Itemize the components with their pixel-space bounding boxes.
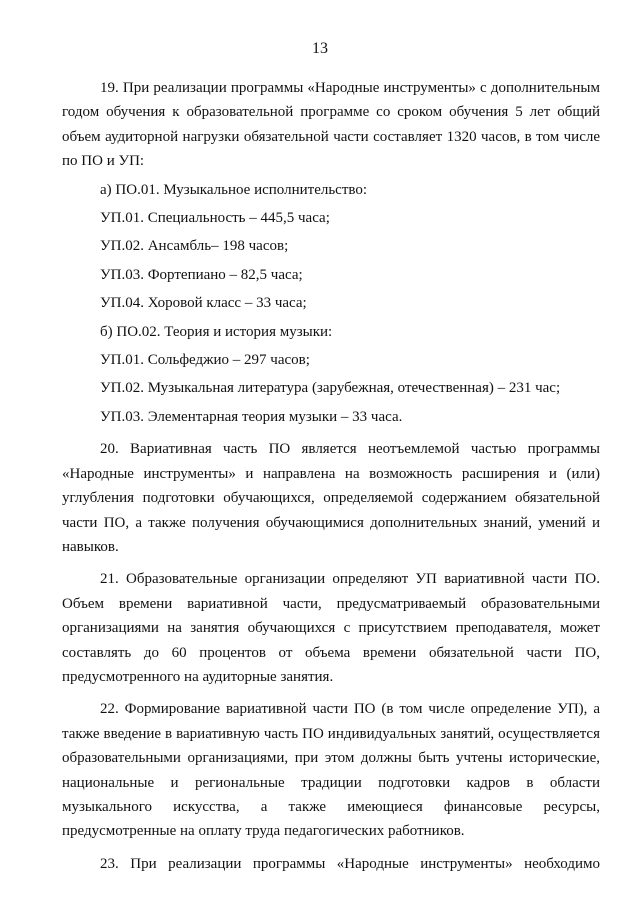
paragraph-22: 22. Формирование вариативной части ПО (в том числе определение УП), а также введение в вариативную часть ПО индивидуальных занятий, осуществляется образовательными организациями, при этом должны быть учтены исторические, национальные и региональные традиции подготовки кадров в области музыкального искусства, а также имеющиеся финансовые ресурсы, предусмотренные на оплату труда педагогических работников. [62, 701, 600, 840]
list-item-up03: УП.03. Фортепиано – 82,5 часа; [100, 266, 303, 283]
list-item-up02b: УП.02. Музыкальная литература (зарубежная, отечественная) – 231 час; [100, 380, 561, 397]
list-item-po01: а) ПО.01. Музыкальное исполнительство: [100, 181, 368, 198]
list-item-up01b: УП.01. Сольфеджио – 297 часов; [100, 352, 310, 369]
page-number: 13 [312, 40, 328, 57]
document-body [62, 76, 600, 876]
list-item-up01: УП.01. Специальность – 445,5 часа; [100, 210, 330, 227]
list-item-up03b: УП.03. Элементарная теория музыки – 33 часа. [100, 408, 403, 425]
paragraph-19: 19. При реализации программы «Народные инструменты» с дополнительным годом обучения к образовательной программе со сроком обучения 5 лет общий объем аудиторной нагрузки обязательной части составляет 1320 часов, в том числе по ПО и УП: [62, 80, 600, 170]
paragraph-20: 20. Вариативная часть ПО является неотъемлемой частью программы «Народные инструменты» и направлена на возможность расширения и (или) углубления подготовки обучающихся, определяемой содержанием обязательной части ПО, а также получения обучающимися дополнительных знаний, умений и навыков. [62, 441, 600, 555]
paragraph-23: 23. При реализации программы «Народные инструменты» необходимо [100, 855, 600, 872]
list-item-po02: б) ПО.02. Теория и история музыки: [100, 323, 333, 340]
paragraph-21: 21. Образовательные организации определяют УП вариативной части ПО. Объем времени вариативной части, предусматриваемый образовательными организациями на занятия обучающихся с присутствием преподавателя, может составлять до 60 процентов от объема времени обязательной части ПО, предусмотренного на аудиторные занятия. [62, 571, 600, 685]
list-item-up02: УП.02. Ансамбль– 198 часов; [100, 238, 289, 255]
list-item-up04: УП.04. Хоровой класс – 33 часа; [100, 295, 307, 312]
